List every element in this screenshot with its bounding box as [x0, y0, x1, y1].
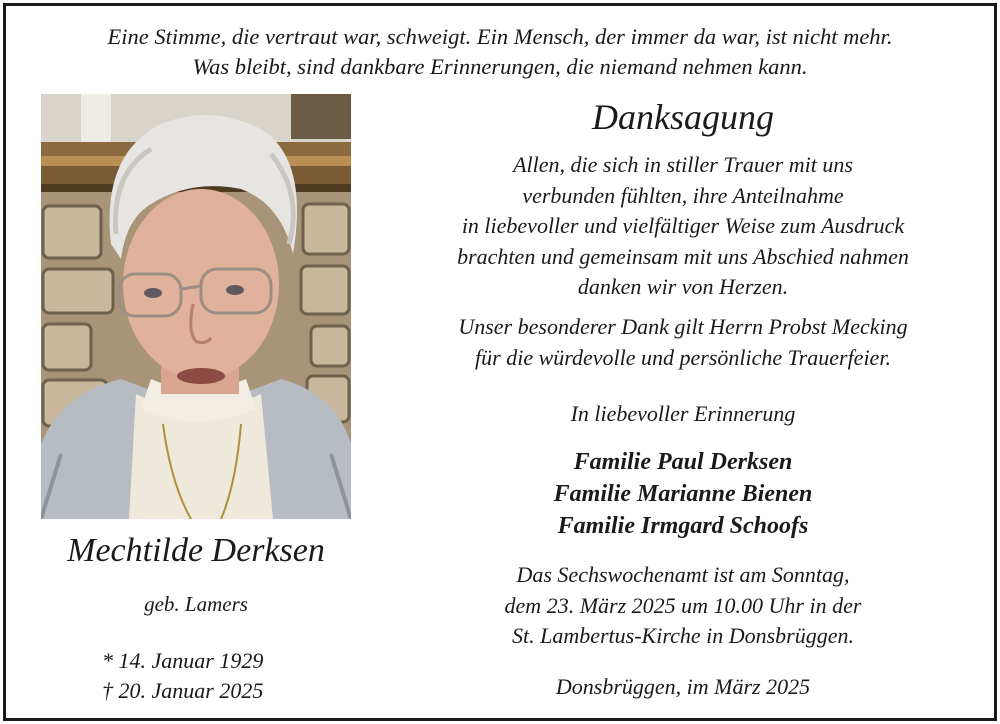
- family-list: [400, 446, 966, 542]
- portrait-photo: [41, 94, 351, 519]
- text-line: brachten und gemeinsam mit uns Abschied nahmen: [457, 243, 909, 269]
- text-line: Das Sechswochenamt ist am Sonntag,: [516, 562, 850, 587]
- life-dates: [102, 646, 263, 706]
- family-name: Familie Paul Derksen: [573, 449, 793, 475]
- deceased-name: Mechtilde Derksen: [67, 532, 325, 569]
- text-line: dem 23. März 2025 um 10.00 Uhr in der: [504, 592, 862, 618]
- family-name: Familie Marianne Bienen: [553, 481, 813, 507]
- text-line: verbunden fühlten, ihre Anteilnahme: [522, 182, 844, 208]
- page-title: Danksagung: [592, 97, 774, 137]
- service-announcement: [400, 560, 966, 652]
- motto-line: Eine Stimme, die vertraut war, schweigt. Ein Mensch, der immer da war, ist nicht mehr.: [107, 24, 893, 49]
- text-line: St. Lambertus-Kirche in Donsbrüggen.: [511, 623, 854, 648]
- text-line: für die würdevolle und persönliche Trauerfeier.: [475, 344, 891, 370]
- family-name: Familie Irmgard Schoofs: [557, 513, 809, 539]
- birth-date: * 14. Januar 1929: [102, 648, 264, 673]
- motto-line: Was bleibt, sind dankbare Erinnerungen, die niemand nehmen kann.: [192, 54, 808, 79]
- place-date: Donsbrüggen, im März 2025: [555, 674, 811, 699]
- motto-quote: [0, 22, 1000, 82]
- text-line: in liebevoller und vielfältiger Weise zum Ausdruck: [461, 213, 905, 238]
- memory-line: In liebevoller Erinnerung: [570, 401, 796, 426]
- special-thanks-paragraph: [400, 312, 966, 373]
- maiden-name: geb. Lamers: [144, 592, 248, 616]
- text-line: Unser besonderer Dank gilt Herrn Probst Mecking: [458, 314, 908, 339]
- thanks-paragraph: [400, 150, 966, 303]
- text-line: Allen, die sich in stiller Trauer mit uns: [513, 152, 853, 177]
- death-date: † 20. Januar 2025: [102, 678, 264, 703]
- text-line: danken wir von Herzen.: [577, 274, 789, 299]
